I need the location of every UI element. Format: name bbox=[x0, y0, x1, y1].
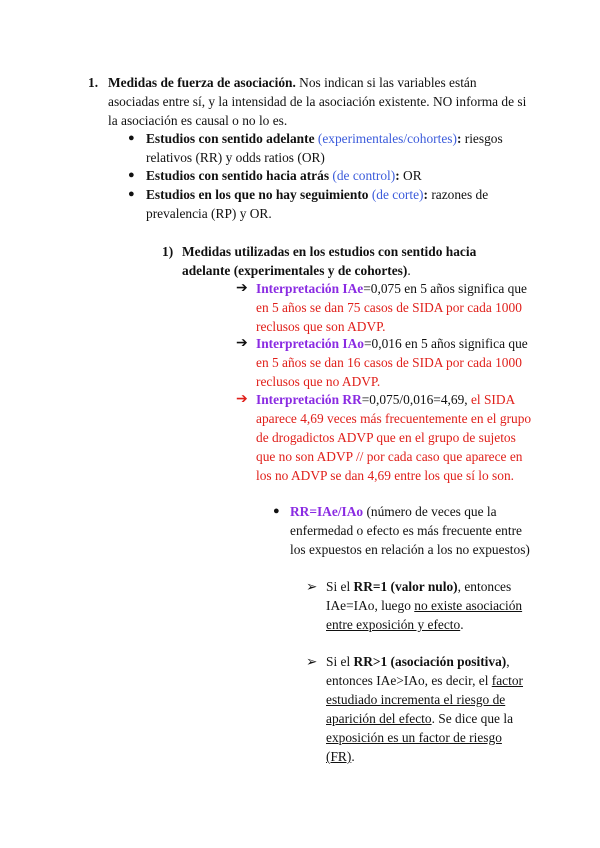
case-rr-equals-1: Si el RR=1 (valor nulo), entonces IAe=IAo, luego no existe asociación entre exposición y efecto. bbox=[326, 579, 523, 632]
case-rr-greater-1: Si el RR>1 (asociación positiva), entonces IAe>IAo, es decir, el factor estudiado incrementa el riesgo de aparición del efecto. Se dice que la exposición es un factor de riesgo (FR). bbox=[326, 654, 524, 764]
chevron-right-icon: ➢ bbox=[306, 654, 318, 669]
section-title: Medidas de fuerza de asociación. bbox=[108, 75, 296, 90]
arrow-right-icon: ➔ bbox=[236, 392, 248, 407]
chevron-right-icon: ➢ bbox=[306, 579, 318, 594]
bullet-icon: ● bbox=[273, 505, 280, 517]
arrow-right-icon: ➔ bbox=[236, 281, 248, 296]
bullet-icon: ● bbox=[128, 169, 135, 181]
interpretation-iao: Interpretación IAo=0,016 en 5 años significa que en 5 años se dan 16 casos de SIDA por cada 1000 reclusos que no ADVP. bbox=[256, 336, 528, 389]
bullet-icon: ● bbox=[128, 132, 135, 144]
rr-definition: RR=IAe/IAo (número de veces que la enfermedad o efecto es más frecuente entre los expuestos en relación a los no expuestos) bbox=[290, 504, 530, 557]
interpretation-rr: Interpretación RR=0,075/0,016=4,69, el SIDA aparece 4,69 veces más frecuentemente en el grupo de drogadictos ADVP que en el grupo de sujetos que no son ADVP // por cada caso que aparece en los no ADVP se dan 4,69 entre los que sí lo son. bbox=[256, 392, 532, 483]
list-item: Estudios en los que no hay seguimiento (de corte): razones de prevalencia (RP) y OR. bbox=[146, 187, 489, 221]
list-item: Estudios con sentido hacia atrás (de control): OR bbox=[146, 168, 422, 183]
section-text: Nos indican si las variables están asociadas entre sí, y la intensidad de la asociación existente. NO informa de si la asociación es causal o no lo es. bbox=[108, 75, 527, 128]
sub-list-number: 1) bbox=[162, 244, 174, 259]
arrow-right-icon: ➔ bbox=[236, 336, 248, 351]
section-paragraph bbox=[108, 73, 528, 130]
list-item: Estudios con sentido adelante (experimentales/cohortes): riesgos relativos (RR) y odds ratios (OR) bbox=[146, 131, 503, 165]
interpretation-iae: Interpretación IAe=0,075 en 5 años significa que en 5 años se dan 75 casos de SIDA por cada 1000 reclusos que son ADVP. bbox=[256, 281, 527, 334]
subsection-title: Medidas utilizadas en los estudios con sentido hacia adelante (experimentales y de cohortes). bbox=[182, 244, 477, 278]
list-number: 1. bbox=[88, 75, 99, 90]
bullet-icon: ● bbox=[128, 188, 135, 200]
